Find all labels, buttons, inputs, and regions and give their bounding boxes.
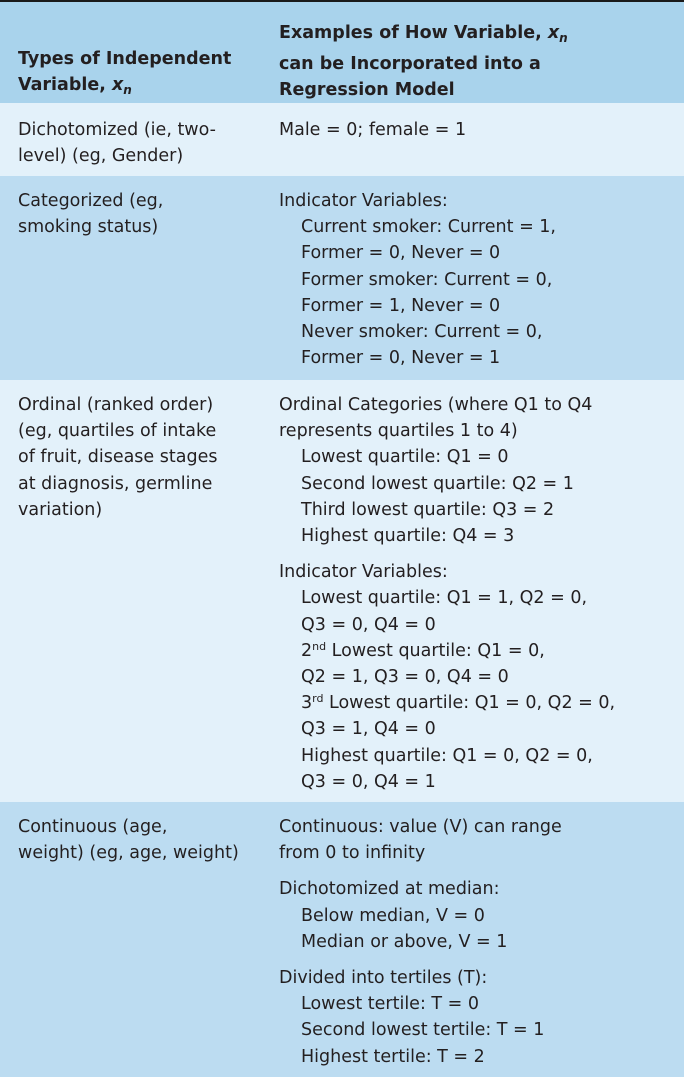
header-examples: Examples of How Variable, $x_n$ can be Incorporated into a Regression Model [279,23,568,100]
example-cell: Male = 0; female = 1 [279,120,467,140]
variable-type-cell: Categorized (eg, smoking status) [18,191,164,238]
table-row-continuous [0,802,684,1077]
variable-type-cell: Ordinal (ranked order) (eg, quartiles of intake of fruit, disease stages at diagnosis, germline variation) [18,395,218,520]
example-cell: Ordinal Categories (where Q1 to Q4 represents quartiles 1 to 4) Lowest quartile: Q1 = 0 Second lowest quartile: Q2 = 1 Third lowest quartile: Q3 = 2 Highest quartile: Q4 = 3 Indicator Variables: Lowest quartile: Q1 = 1, Q2 = 0, Q3 = 0, Q4 = 0 2nd Lowest quartile: Q1 = 0, Q2 = 1, Q3 = 0, Q4 = 0 3rd Lowest quartile: Q1 = 0, Q2 = 0, Q3 = 1, Q4 = 0 Highest quartile: Q1 = 0, Q2 = 0, Q3 = 0, Q4 = 1 [279,395,616,792]
table-header-row [0,2,684,103]
table-row-categorized [0,176,684,380]
variable-type-cell: Dichotomized (ie, two- level) (eg, Gender) [18,120,216,167]
table-row-ordinal [0,380,684,802]
header-types-of-independent-variable: Types of Independent Variable, $x_n$ [18,49,232,97]
variable-type-cell: Continuous (age, weight) (eg, age, weight) [18,817,239,864]
example-cell: Indicator Variables: Current smoker: Current = 1, Former = 0, Never = 0 Former smoker: Current = 0, Former = 1, Never = 0 Never smoker: Current = 0, Former = 0, Never = 1 [279,191,556,369]
example-cell: Continuous: value (V) can range from 0 to infinity Dichotomized at median: Below median, V = 0 Median or above, V = 1 Divided into tertiles (T): Lowest tertile: T = 0 Second lowest tertile: T = 1 Highest tertile: T = 2 [279,817,562,1067]
table-row-dichotomized [0,103,684,176]
